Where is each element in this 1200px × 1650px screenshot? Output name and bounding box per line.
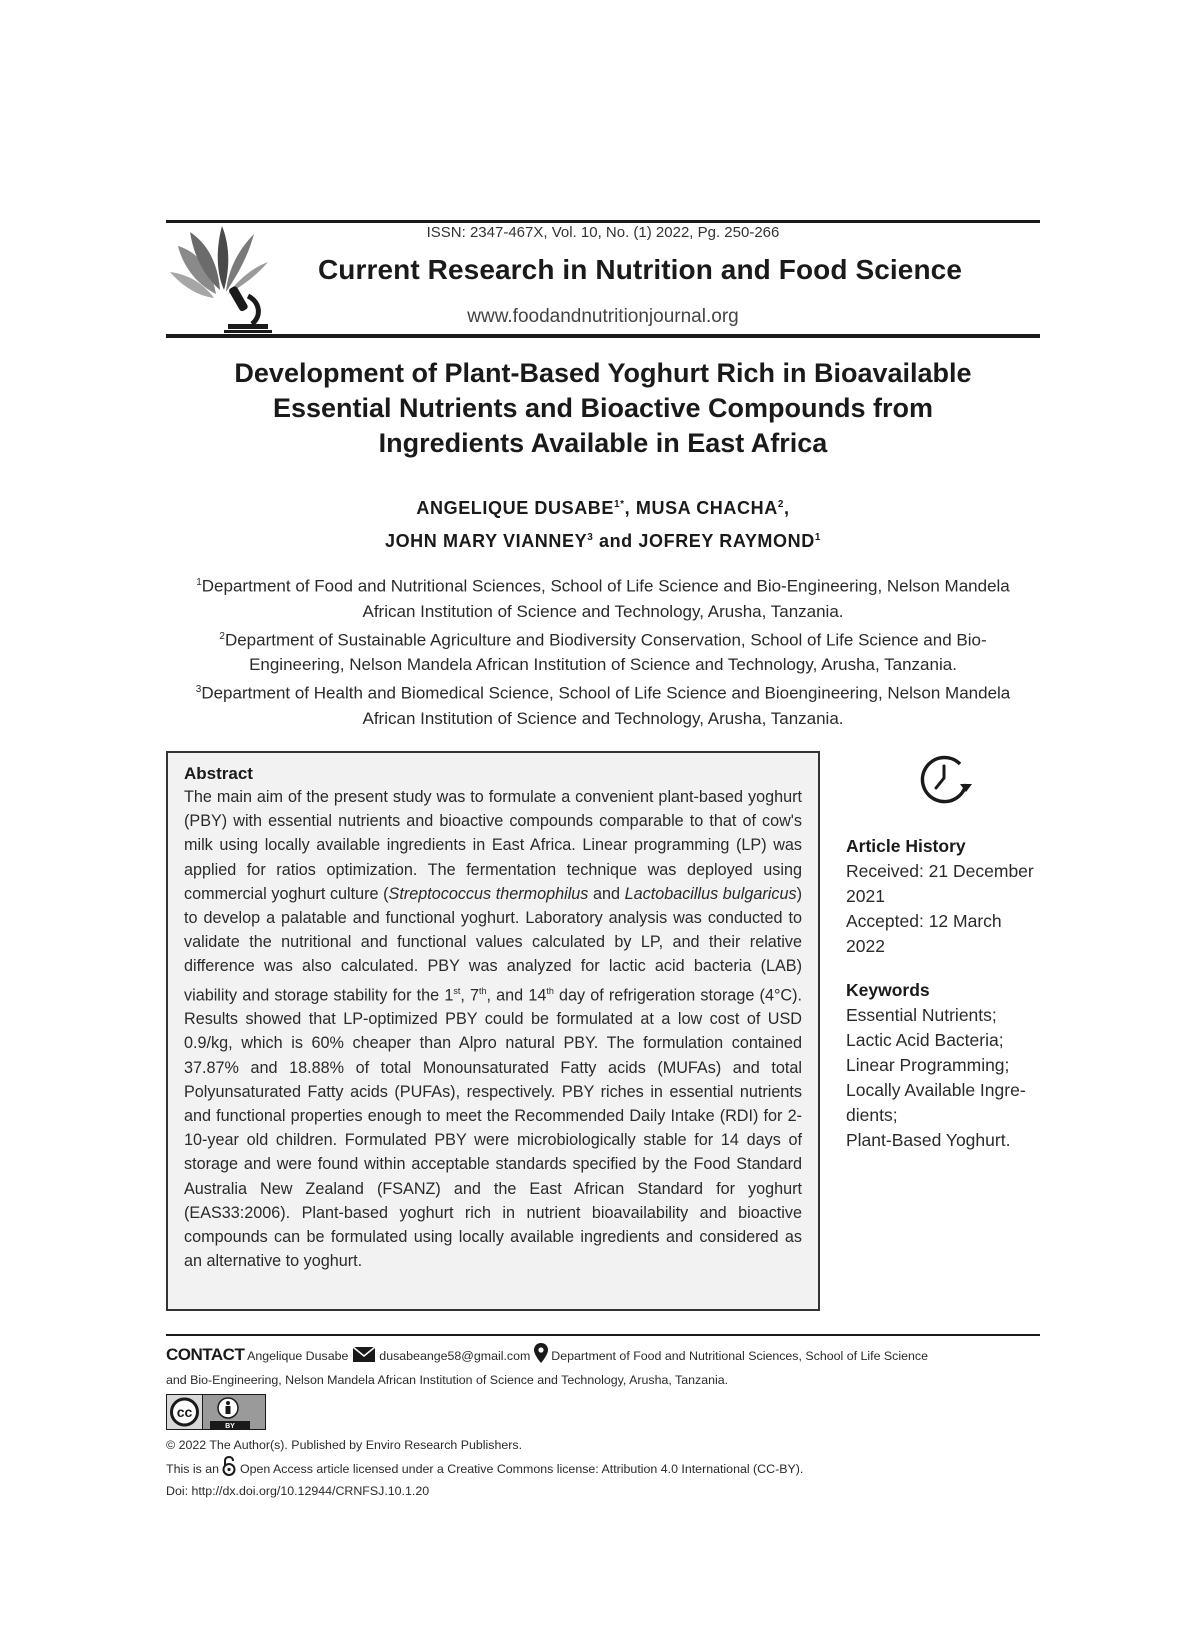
author-affiliation-mark: 1* [614,499,625,510]
keyword-line: Linear Programming; [846,1055,1010,1075]
author-line [166,523,1040,556]
author-separator: , [783,498,790,518]
clock-history-icon [912,750,976,806]
envelope-icon [352,1346,376,1363]
affiliations [176,570,1030,731]
history-line: 2021 [846,886,885,906]
abstract-text [184,785,802,1273]
copyright-line: © 2022 The Author(s). Published by Enviro Research Publishers. [166,1438,523,1452]
abstract-segment: , 7 [460,986,480,1005]
author-name: JOFREY RAYMOND [638,531,815,551]
keywords-heading: Keywords [846,980,930,1000]
author-affiliation-mark: 3 [587,532,594,543]
author-name: MUSA CHACHA [635,498,778,518]
open-access-lock-icon [222,1456,236,1476]
affiliation-mark: 1 [196,577,202,588]
header-bottom-rule [166,334,1040,338]
contact-rule [166,1334,1040,1336]
author-affiliation-mark: 1 [814,532,822,543]
history-line: Accepted: 12 March [846,911,1002,931]
affiliation-item [176,677,1030,731]
cc-by-label: BY [225,1423,235,1430]
history-line: Received: 21 December [846,861,1034,881]
article-history-heading: Article History [846,836,966,856]
author-list [166,490,1040,556]
license-text: Open Access article licensed under a Creative Commons license: Attribution 4.0 International (CC-BY). [239,1462,804,1476]
keyword-line: Locally Available Ingre- [846,1080,1026,1100]
keyword-line: Essential Nutrients; [846,1005,997,1025]
author-separator: and [593,531,639,551]
license-line [166,1456,1046,1480]
affiliation-text: Department of Food and Nutritional Sciences, School of Life Science and Bio-Engineering, Nelson Mandela African Institution of Science and Technology, Arusha, Tanzania. [201,576,1010,621]
license-prefix: This is an [166,1462,220,1476]
abstract-segment: day of refrigeration storage (4°C). Results showed that LP-optimized PBY could be formulated at a low cost of USD 0.9/kg, which is 60% cheaper than Alpro natural PBY. The formulation contained 37.87% and 18.88% of total Monounsaturated Fatty acids (MUFAs) and total Polyunsaturated Fatty acids (PUFAs), respectively. PBY riches in essential nutrients and functional properties enough to meet the Recommended Daily Intake (RDI) for 2-10-year old children. Formulated PBY were microbiologically stable for 14 days of storage and were found within acceptable standards specified by the Food Standard Australia New Zealand (FSANZ) and the East African Standard for yoghurt (EAS33:2006). Plant-based yoghurt rich in nutrient bioavailability and bioactive compounds can be formulated using locally available ingredients and considered as an alternative to yoghurt. [184,986,803,1271]
journal-name: Current Research in Nutrition and Food Science [317,254,963,285]
issn-line: ISSN: 2347-467X, Vol. 10, No. (1) 2022, Pg. 250-266 [426,224,780,241]
author-name: ANGELIQUE DUSABE [416,498,615,518]
abstract-segment: , and 14 [486,986,547,1005]
affiliation-item [176,570,1030,624]
history-line: 2022 [846,936,885,956]
title-line: Essential Nutrients and Bioactive Compounds from [272,393,934,423]
abstract-segment: and [588,884,625,903]
article-history [846,834,1046,959]
abstract-heading: Abstract [184,764,253,783]
affiliation-item [176,624,1030,678]
keyword-line: Lactic Acid Bacteria; [846,1030,1004,1050]
doi-line[interactable]: Doi: http://dx.doi.org/10.12944/CRNFSJ.10.1.20 [166,1484,430,1498]
contact-block [166,1341,1046,1390]
contact-line [166,1341,1046,1370]
author-name: JOHN MARY VIANNEY [384,531,588,551]
cc-glyph: cc [176,1404,193,1420]
affiliation-mark: 2 [219,630,225,642]
affiliation-text: Department of Health and Biomedical Science, School of Life Science and Bioengineering, Nelson Mandela African Institution of Science and Technology, Arusha, Tanzania. [201,683,1011,728]
contact-email[interactable]: dusabeange58@gmail.com [379,1349,531,1363]
abstract-box [166,751,820,1311]
ordinal-suffix: st [453,985,461,996]
author-separator: , [624,498,636,518]
contact-name: Angelique Dusabe [247,1349,349,1363]
contact-label: CONTACT [166,1345,245,1364]
abstract-segment: The main aim of the present study was to formulate a convenient plant-based yoghurt (PBY) with essential nutrients and bioactive compounds comparable to that of cow's milk using locally available ingredients in East Africa. Linear programming (LP) was applied for ratios optimization. The fermentation technique was deployed using commercial yoghurt culture ( [184,788,802,903]
contact-address-continued: and Bio-Engineering, Nelson Mandela African Institution of Science and Technology, Arusha, Tanzania. [166,1373,729,1387]
footer [166,1434,1046,1502]
creative-commons-by-badge[interactable] [166,1394,266,1430]
affiliation-mark: 3 [195,684,202,696]
header-top-rule [166,220,1040,223]
ordinal-suffix: th [546,985,554,996]
keyword-line: dients; [846,1105,898,1125]
journal-url[interactable]: www.foodandnutritionjournal.org [467,306,739,327]
contact-address: Department of Food and Nutritional Sciences, School of Life Science [551,1349,928,1363]
affiliation-text: Department of Sustainable Agriculture and Biodiversity Conservation, School of Life Science and Bio-Engineering, Nelson Mandela African Institution of Science and Technology, Arusha, Tanzania. [224,630,987,675]
article-title [166,356,1040,461]
title-line: Development of Plant-Based Yoghurt Rich in Bioavailable [234,358,972,388]
ordinal-suffix: th [479,985,487,996]
species-name: Streptococcus thermophilus [388,884,589,903]
abstract-segment: ) to develop a palatable and functional yoghurt. Laboratory analysis was conducted to validate the nutritional and functional values calculated by LP, and their relative difference was also calculated. PBY was analyzed for lactic acid bacteria (LAB) viability and storage stability for the 1 [184,884,802,1005]
keyword-line: Plant-Based Yoghurt. [846,1130,1011,1150]
location-pin-icon [534,1343,548,1363]
author-line [166,490,1040,523]
species-name: Lactobacillus bulgaricus [624,884,797,903]
author-affiliation-mark: 2 [777,499,784,510]
title-line: Ingredients Available in East Africa [378,428,828,458]
keywords [846,978,1046,1153]
